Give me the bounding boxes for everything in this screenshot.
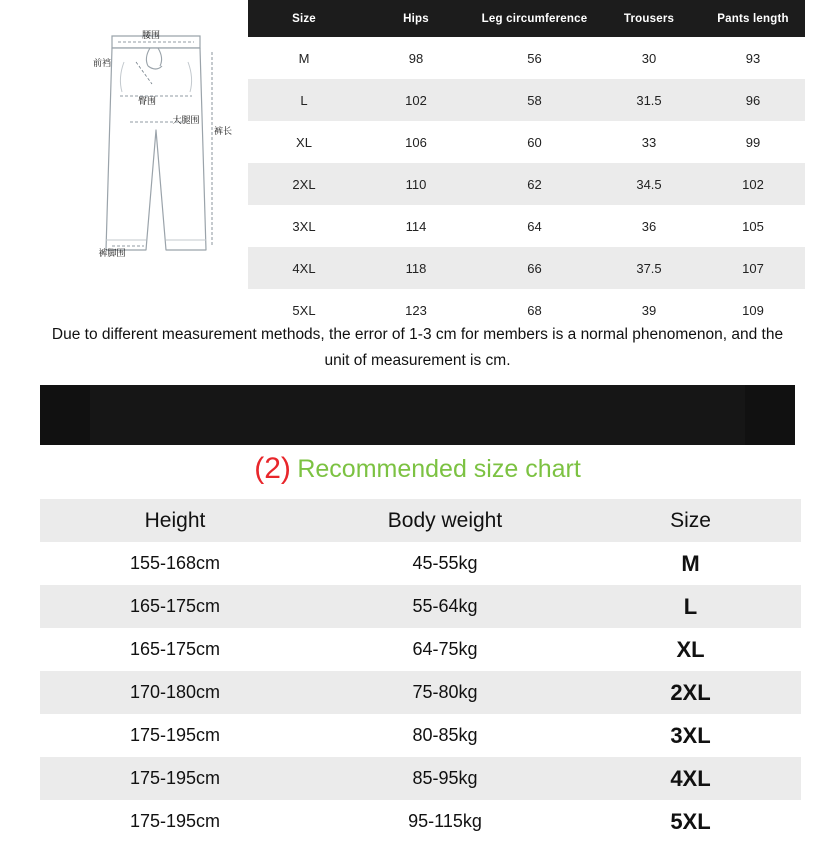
recommended-cell-weight: 95-115kg [310, 800, 580, 843]
recommended-heading-text: Recommended size chart [297, 454, 581, 483]
recommended-cell-weight: 75-80kg [310, 671, 580, 714]
measurement-cell: 36 [597, 205, 701, 247]
measurement-cell: 99 [701, 121, 805, 163]
measurement-cell: 56 [472, 37, 597, 79]
recommended-cell-weight: 45-55kg [310, 542, 580, 585]
measurement-cell: 98 [360, 37, 472, 79]
measurement-header-leg-circumference: Leg circumference [472, 0, 597, 37]
recommended-size-table [40, 499, 801, 843]
diagram-label-hip: 臀围 [137, 97, 157, 107]
measurement-cell: 62 [472, 163, 597, 205]
measurement-cell: 37.5 [597, 247, 701, 289]
recommended-cell-height: 175-195cm [40, 714, 310, 757]
table-row [248, 163, 805, 205]
diagram-label-ankle: 裤脚围 [98, 249, 126, 259]
measurement-note: Due to different measurement methods, the error of 1-3 cm for members is a normal phenomenon, and the unit of measurement is cm. [51, 326, 784, 369]
table-row [40, 628, 801, 671]
measurement-cell: L [248, 79, 360, 121]
measurement-cell: 3XL [248, 205, 360, 247]
recommended-cell-weight: 55-64kg [310, 585, 580, 628]
measurement-cell: 60 [472, 121, 597, 163]
measurement-cell: 64 [472, 205, 597, 247]
recommended-header-size: Size [580, 499, 801, 542]
measurement-section [0, 0, 835, 316]
measurement-header-pants-length: Pants length [701, 0, 805, 37]
table-row [40, 585, 801, 628]
recommended-cell-height: 175-195cm [40, 757, 310, 800]
trousers-diagram [40, 0, 248, 316]
recommended-cell-size: XL [580, 628, 801, 671]
measurement-cell: 34.5 [597, 163, 701, 205]
measurement-header-size: Size [248, 0, 360, 37]
recommended-cell-height: 175-195cm [40, 800, 310, 843]
measurement-cell: 58 [472, 79, 597, 121]
diagram-label-thigh: 大腿围 [172, 116, 200, 126]
table-row [40, 800, 801, 843]
measurement-cell: 102 [360, 79, 472, 121]
table-row [40, 757, 801, 800]
table-row [40, 671, 801, 714]
table-row [248, 121, 805, 163]
table-row [248, 247, 805, 289]
measurement-cell: 105 [701, 205, 805, 247]
recommended-cell-size: 2XL [580, 671, 801, 714]
recommended-cell-size: 4XL [580, 757, 801, 800]
recommended-cell-height: 165-175cm [40, 585, 310, 628]
measurement-cell: 109 [701, 289, 805, 331]
measurement-header-hips: Hips [360, 0, 472, 37]
table-row [40, 542, 801, 585]
measurement-cell: 2XL [248, 163, 360, 205]
measurement-cell: 102 [701, 163, 805, 205]
recommended-cell-height: 155-168cm [40, 542, 310, 585]
measurement-cell: 39 [597, 289, 701, 331]
table-row [40, 714, 801, 757]
measurement-cell: XL [248, 121, 360, 163]
table-row [248, 79, 805, 121]
diagram-label-crotch: 前裆 [92, 59, 112, 69]
measurement-cell: 68 [472, 289, 597, 331]
section-divider-inner [90, 385, 745, 445]
recommended-heading-number: (2) [254, 452, 291, 485]
recommended-cell-size: L [580, 585, 801, 628]
measurement-cell: 118 [360, 247, 472, 289]
measurement-cell: 107 [701, 247, 805, 289]
measurement-header-trousers: Trousers [597, 0, 701, 37]
measurement-cell: 123 [360, 289, 472, 331]
recommended-header-body-weight: Body weight [310, 499, 580, 542]
diagram-label-waist: 腰围 [141, 31, 161, 41]
recommended-cell-height: 170-180cm [40, 671, 310, 714]
measurement-cell: 5XL [248, 289, 360, 331]
section-divider-band [40, 385, 795, 445]
measurement-cell: 110 [360, 163, 472, 205]
recommended-cell-size: 3XL [580, 714, 801, 757]
measurement-table-header-row [248, 0, 805, 37]
measurement-cell: 30 [597, 37, 701, 79]
measurement-cell: 31.5 [597, 79, 701, 121]
recommended-cell-size: M [580, 542, 801, 585]
measurement-cell: 114 [360, 205, 472, 247]
measurement-cell: 33 [597, 121, 701, 163]
recommended-cell-size: 5XL [580, 800, 801, 843]
measurement-cell: 4XL [248, 247, 360, 289]
recommended-header-height: Height [40, 499, 310, 542]
measurement-cell: 93 [701, 37, 805, 79]
recommended-header-row [40, 499, 801, 542]
recommended-heading [0, 452, 835, 486]
diagram-label-length: 裤长 [213, 127, 233, 137]
measurement-cell: 96 [701, 79, 805, 121]
measurement-cell: 66 [472, 247, 597, 289]
table-row [248, 37, 805, 79]
recommended-cell-height: 165-175cm [40, 628, 310, 671]
measurement-cell: 106 [360, 121, 472, 163]
measurement-table [248, 0, 805, 331]
recommended-cell-weight: 64-75kg [310, 628, 580, 671]
recommended-cell-weight: 85-95kg [310, 757, 580, 800]
table-row [248, 205, 805, 247]
recommended-cell-weight: 80-85kg [310, 714, 580, 757]
measurement-cell: M [248, 37, 360, 79]
trousers-diagram-svg [40, 0, 248, 316]
